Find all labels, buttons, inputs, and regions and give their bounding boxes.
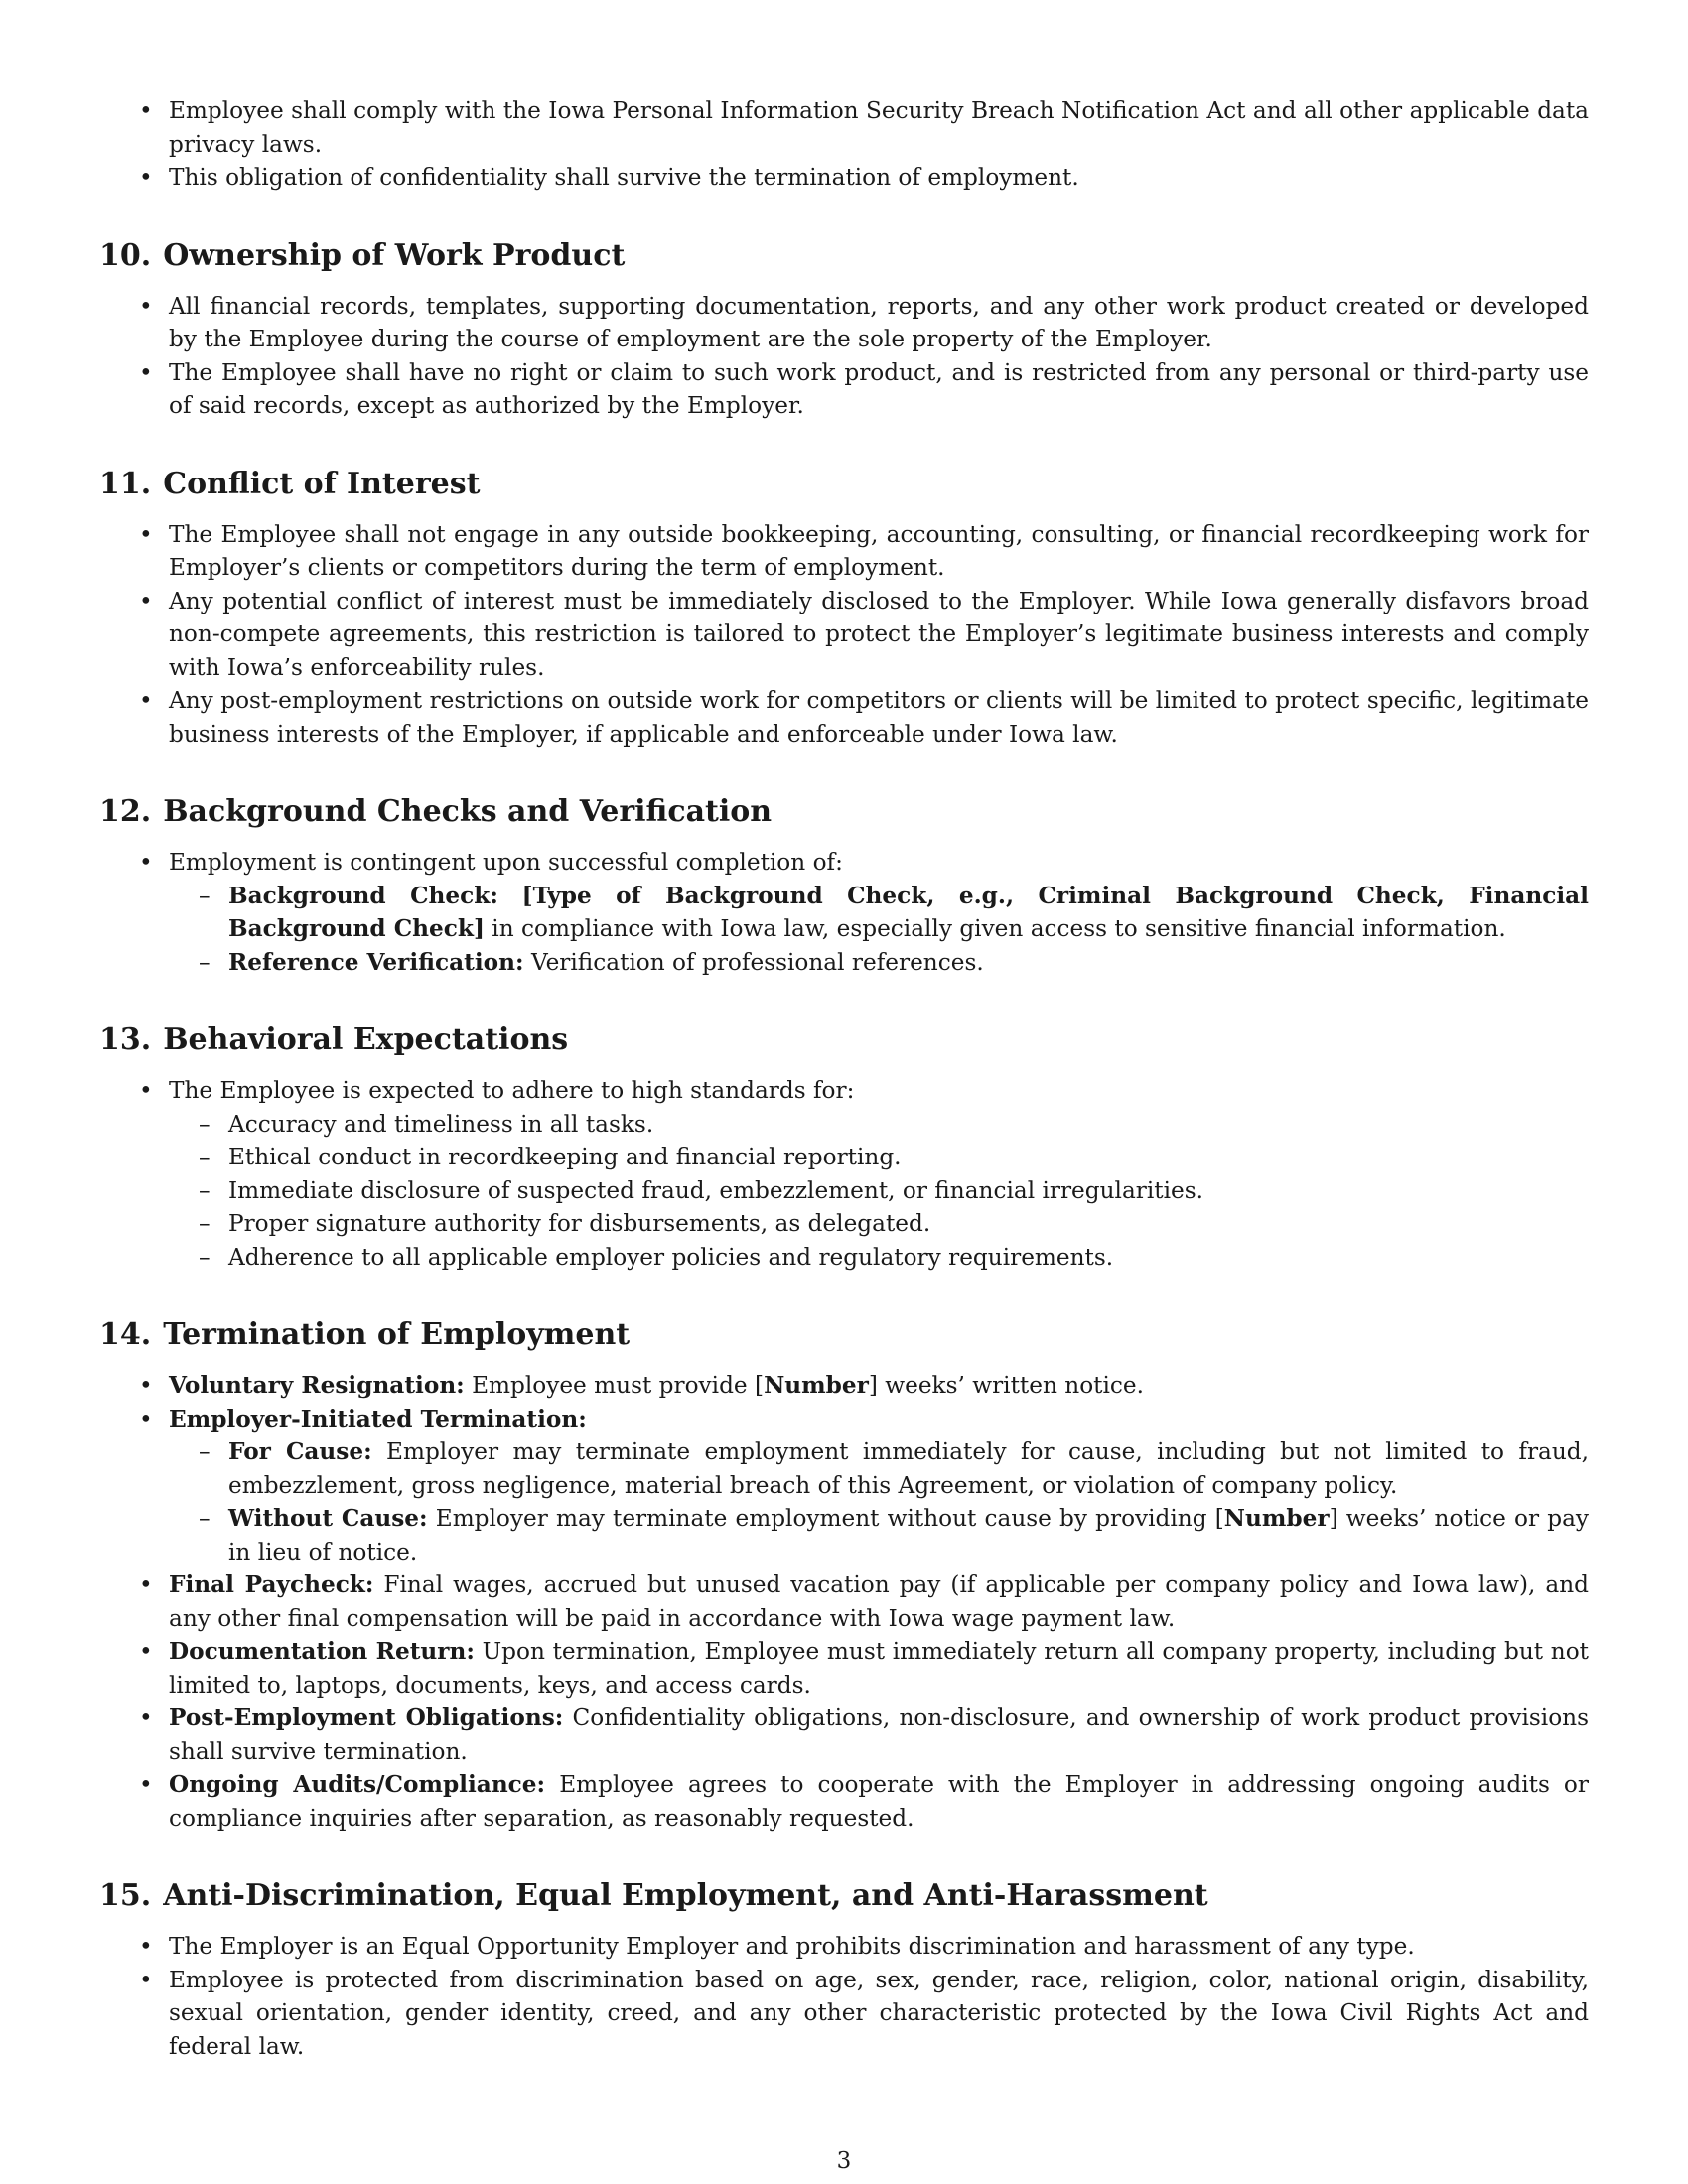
section-heading <box>99 1878 1589 1914</box>
sub-list-item: – Accuracy and timeliness in all tasks. <box>169 1108 1589 1142</box>
section-9-continuation <box>99 94 1589 195</box>
placeholder-text: Number <box>764 1372 869 1399</box>
list-item <box>99 846 1589 979</box>
section-number: 12. <box>99 794 152 829</box>
list-item: • The Employee shall not engage in any outside bookkeeping, accounting, consulting, or financial recordkeeping work for Employer’s clients or competitors during the term of employment. <box>99 518 1589 585</box>
list-item: • All financial records, templates, supporting documentation, reports, and any other work product created or developed by the Employee during the course of employment are the sole property of the Employer. <box>99 290 1589 356</box>
list-item <box>99 1569 1589 1635</box>
section-heading <box>99 1317 1589 1353</box>
section-heading <box>99 238 1589 274</box>
sub-list-item: – Adherence to all applicable employer policies and regulatory requirements. <box>169 1241 1589 1275</box>
sub-list <box>169 880 1589 980</box>
bullet-list <box>99 290 1589 423</box>
list-item <box>99 1403 1589 1570</box>
item-label: Without Cause: <box>228 1505 428 1532</box>
sub-list-item <box>169 880 1589 946</box>
item-text: Final wages, accrued but unused vacation pay (if applicable per company policy and Iowa law), and any other final compensation will be paid in accordance with Iowa wage payment law. <box>169 1571 1589 1632</box>
section-15 <box>99 1878 1589 2063</box>
item-text: Employer may terminate employment without cause by providing [ <box>427 1505 1224 1532</box>
sub-list-item <box>169 1502 1589 1569</box>
list-item: • Any potential conflict of interest must be immediately disclosed to the Employer. While Iowa generally disfavors broad non-compete agreements, this restriction is tailored to protect the Employer’s legitimate business interests and comply with Iowa’s enforceability rules. <box>99 585 1589 685</box>
sub-list-item: – Ethical conduct in recordkeeping and financial reporting. <box>169 1141 1589 1174</box>
section-title: Conflict of Interest <box>163 466 481 501</box>
list-item-text: The Employee is expected to adhere to high standards for: <box>169 1077 855 1104</box>
sub-list-item <box>169 1435 1589 1502</box>
section-number: 10. <box>99 237 152 273</box>
section-heading <box>99 467 1589 502</box>
item-text: Verification of professional references. <box>523 948 984 976</box>
section-heading <box>99 1023 1589 1058</box>
list-item <box>99 1702 1589 1768</box>
item-text: Upon termination, Employee must immediately return all company property, including but not limited to, laptops, documents, keys, and access cards. <box>169 1638 1590 1699</box>
bullet-list <box>99 846 1589 979</box>
bullet-list <box>99 1369 1589 1835</box>
section-title: Ownership of Work Product <box>163 237 626 273</box>
sub-list-item <box>169 946 1589 980</box>
list-item <box>99 1369 1589 1403</box>
item-text: ] weeks’ notice or pay in lieu of notice. <box>228 1505 1590 1566</box>
item-text: Employer may terminate employment immediately for cause, including but not limited to fraud, embezzlement, gross negligence, material breach of this Agreement, or violation of company policy. <box>228 1438 1590 1499</box>
list-item: • Any post-employment restrictions on outside work for competitors or clients will be limited to protect specific, legitimate business interests of the Employer, if applicable and enforceable under Iowa law. <box>99 684 1589 751</box>
bullet-list <box>99 1930 1589 2063</box>
item-text: Employee must provide [ <box>464 1372 765 1399</box>
item-label: Reference Verification: <box>228 948 524 976</box>
item-label: For Cause: <box>228 1438 372 1465</box>
list-item <box>99 1635 1589 1702</box>
item-label: Ongoing Audits/Compliance: <box>169 1771 546 1798</box>
document-page <box>99 94 1589 2063</box>
sub-list-item: – Proper signature authority for disbursements, as delegated. <box>169 1207 1589 1241</box>
list-item: • Employee is protected from discrimination based on age, sex, gender, race, religion, color, national origin, disability, sexual orientation, gender identity, creed, and any other characteristic protected by the Iowa Civil Rights Act and federal law. <box>99 1964 1589 2064</box>
section-13 <box>99 1023 1589 1274</box>
list-item <box>99 1768 1589 1835</box>
bullet-list <box>99 94 1589 195</box>
section-title: Termination of Employment <box>163 1317 631 1352</box>
item-text: Employee agrees to cooperate with the Employer in addressing ongoing audits or compliance inquiries after separation, as reasonably requested. <box>169 1771 1589 1832</box>
item-label: Documentation Return: <box>169 1638 475 1665</box>
list-item: • The Employer is an Equal Opportunity Employer and prohibits discrimination and harassment of any type. <box>99 1930 1589 1964</box>
item-label: Voluntary Resignation: <box>169 1372 465 1399</box>
section-number: 15. <box>99 1878 152 1913</box>
section-12 <box>99 794 1589 979</box>
bullet-list <box>99 518 1589 751</box>
section-title: Behavioral Expectations <box>163 1023 569 1057</box>
section-title: Background Checks and Verification <box>163 794 773 829</box>
item-label: Employer-Initiated Termination: <box>169 1405 587 1433</box>
list-item-text: Employment is contingent upon successful completion of: <box>169 849 843 876</box>
section-10 <box>99 238 1589 423</box>
item-label: Post-Employment Obligations: <box>169 1705 564 1731</box>
sub-list-item: – Immediate disclosure of suspected fraud, embezzlement, or financial irregularities. <box>169 1174 1589 1208</box>
section-14 <box>99 1317 1589 1835</box>
section-11 <box>99 467 1589 751</box>
list-item: • This obligation of confidentiality shall survive the termination of employment. <box>99 161 1589 195</box>
section-title: Anti-Discrimination, Equal Employment, and Anti-Harassment <box>163 1878 1208 1913</box>
list-item: • Employee shall comply with the Iowa Personal Information Security Breach Notification Act and all other applicable data privacy laws. <box>99 94 1589 161</box>
placeholder-text: Number <box>1223 1505 1330 1532</box>
item-label: Final Paycheck: <box>169 1571 374 1598</box>
page-number: 3 <box>836 2148 852 2174</box>
sub-list <box>169 1108 1589 1275</box>
sub-list <box>169 1435 1589 1569</box>
item-text: ] weeks’ written notice. <box>868 1372 1144 1399</box>
section-heading <box>99 794 1589 830</box>
section-number: 11. <box>99 466 152 501</box>
item-label: Background Check: <box>228 882 498 909</box>
list-item <box>99 1074 1589 1274</box>
item-text: Confidentiality obligations, non-disclosure, and ownership of work product provisions shall survive termination. <box>169 1705 1589 1765</box>
item-text: in compliance with Iowa law, especially given access to sensitive financial information. <box>484 915 1506 942</box>
section-number: 13. <box>99 1023 152 1057</box>
section-number: 14. <box>99 1317 152 1352</box>
placeholder-text: [Type of Background Check, e.g., Criminal Background Check, Financial Background Check] <box>228 882 1589 942</box>
list-item: • The Employee shall have no right or claim to such work product, and is restricted from any personal or third-party use of said records, except as authorized by the Employer. <box>99 356 1589 423</box>
bullet-list <box>99 1074 1589 1274</box>
